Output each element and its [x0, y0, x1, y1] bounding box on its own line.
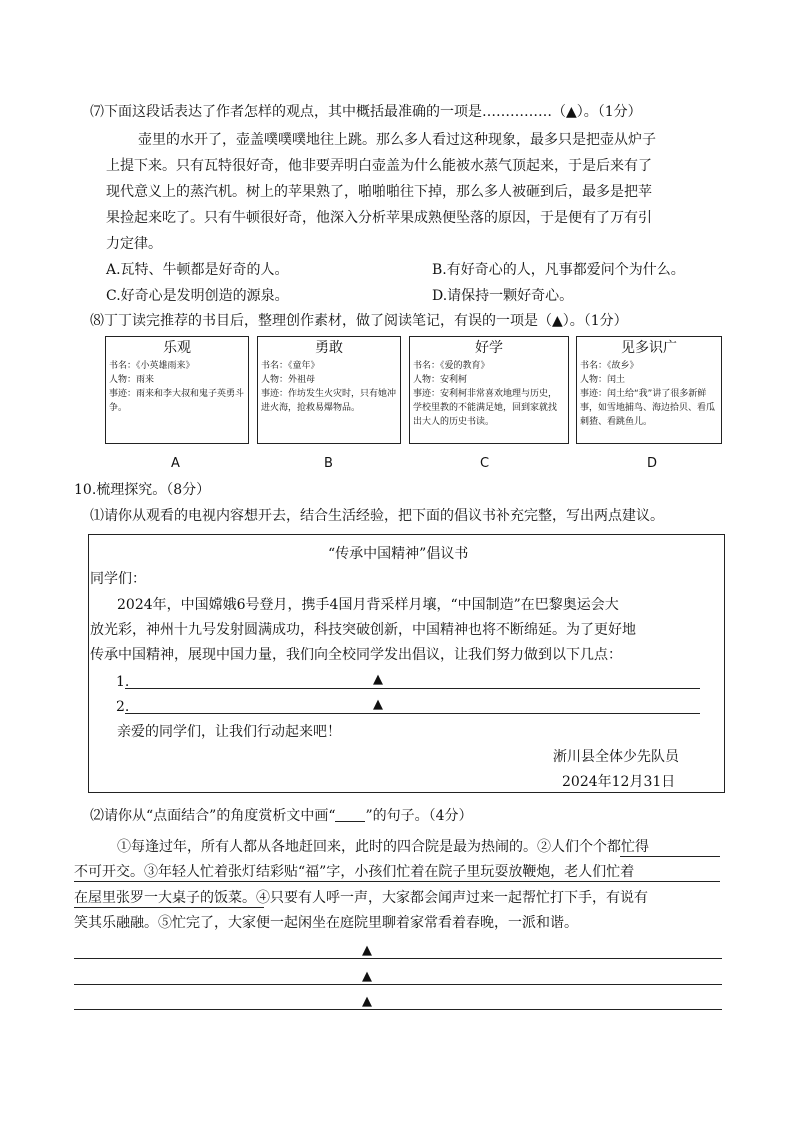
- q10-answer-line-1[interactable]: [74, 958, 722, 959]
- q10-sub2-prefix: ⑵请你从“点面结合”的角度赏析文中画“: [90, 808, 336, 824]
- q10-sub1: ⑴请你从观看的电视内容想开去，结合生活经验，把下面的倡议书补充完整，写出两点建议。: [90, 508, 664, 524]
- q8-card-title: 好学: [475, 340, 503, 356]
- q8-card-deed: 事迹：闰土给“我”讲了很多新鲜事，如雪地捕鸟、海边拾贝、看瓜刺猹、看跳鱼儿。: [580, 389, 716, 427]
- q8-stem: ⑻丁丁读完推荐的书目后，整理创作素材，做了阅读笔记，有误的一项是（▲）。（1分）: [90, 313, 628, 329]
- proposal-signature: 淅川县全体少先队员: [553, 749, 679, 765]
- q8-card-b[interactable]: [257, 336, 401, 444]
- q8-card-book: 书名：《小英雄雨来》: [109, 361, 195, 371]
- q8-card-person: 人物：安利柯: [413, 375, 468, 385]
- q7-option-b[interactable]: B.有好奇心的人，凡事都爱问个为什么。: [432, 262, 685, 278]
- q8-card-title: 见多识广: [621, 340, 677, 356]
- q10-answer-line-3[interactable]: [74, 1009, 722, 1010]
- q8-card-person: 人物：闰土: [580, 375, 626, 385]
- q8-letter-a: A: [171, 456, 180, 471]
- q7-stem: ⑺下面这段话表达了作者怎样的观点，其中概括最准确的一项是……………（▲）。（1分）: [90, 104, 642, 120]
- q8-letter-c: C: [480, 456, 490, 471]
- q10-sentence-underline: [74, 881, 720, 882]
- q7-passage-line-5: 力定律。: [106, 236, 162, 252]
- q10-sentence-underline: [620, 856, 720, 857]
- q8-card-deed: 事迹：安利柯非常喜欢地理与历史，学校里教的不能满足她，回到家就找出大人的历史书读。: [413, 389, 558, 427]
- q10-passage-line-3: 在屋里张罗一大桌子的饭菜。④只要有人呼一声，大家都会闻声过来一起帮忙打下手，有说有: [74, 890, 648, 906]
- proposal-body-line-3: 传承中国精神，展现中国力量，我们向全校同学发出倡议，让我们努力做到以下几点：: [90, 647, 622, 663]
- q8-card-c[interactable]: [409, 336, 569, 444]
- proposal-body-line-2: 放光彩，神州十九号发射圆满成功，科技突破创新，中国精神也将不断绵延。为了更好地: [90, 622, 636, 638]
- triangle-icon: ▲: [373, 697, 383, 712]
- triangle-icon: ▲: [362, 994, 372, 1009]
- triangle-icon: ▲: [362, 969, 372, 984]
- triangle-icon: ▲: [362, 943, 372, 958]
- proposal-date: 2024年12月31日: [562, 774, 676, 790]
- q8-card-book: 书名：《故乡》: [580, 361, 639, 371]
- q7-option-d[interactable]: D.请保持一颗好奇心。: [432, 288, 574, 304]
- proposal-title: “传承中国精神”倡议书: [328, 546, 469, 562]
- q7-passage-line-1: 壶里的水开了，壶盖噗噗噗地往上跳。那么多人看过这种现象，最多只是把壶从炉子: [138, 132, 656, 148]
- q10-answer-line-2[interactable]: [74, 984, 722, 985]
- q8-card-a[interactable]: [105, 336, 249, 444]
- q10-heading: 10.梳理探究。（8分）: [74, 482, 211, 498]
- q7-passage-line-2: 上提下来。只有瓦特很好奇，他非要弄明白壶盖为什么能被水蒸气顶起来，于是后来有了: [106, 158, 652, 174]
- q10-sub2-suffix: ”的句子。（4分）: [365, 808, 473, 824]
- q8-card-d[interactable]: [576, 336, 722, 444]
- proposal-closing: 亲爱的同学们，让我们行动起来吧！: [117, 724, 341, 740]
- q7-option-a[interactable]: A.瓦特、牛顿都是好奇的人。: [106, 262, 289, 278]
- proposal-item-1-label: 1.: [116, 674, 130, 690]
- q8-letter-b: B: [324, 456, 333, 471]
- q10-passage-line-4: 笑其乐融融。⑤忙完了，大家便一起闲坐在庭院里聊着家常看着春晚，一派和谐。: [74, 915, 578, 931]
- q10-passage-line-1: [117, 838, 649, 856]
- q8-card-person: 人物：外祖母: [261, 375, 316, 385]
- q10-sentence-underline: [74, 907, 264, 908]
- q10-sub2-blank: [335, 809, 365, 822]
- q8-card-title: 勇敢: [315, 340, 343, 356]
- q8-card-deed: 事迹：作坊发生火灾时，只有她冲进火海，抢救易爆物品。: [261, 389, 397, 413]
- q7-passage-line-4: 果捡起来吃了。只有牛顿很好奇，他深入分析苹果成熟便坠落的原因，于是便有了万有引: [106, 210, 652, 226]
- q7-passage-line-3: 现代意义上的蒸汽机。树上的苹果熟了，啪啪啪往下掉，那么多人被砸到后，最多是把苹: [106, 184, 652, 200]
- q8-letter-d: D: [647, 456, 658, 471]
- proposal-item-2-label: 2.: [116, 699, 130, 715]
- q7-option-c[interactable]: C.好奇心是发明创造的源泉。: [106, 288, 289, 304]
- proposal-item-2-answer-line[interactable]: [125, 713, 700, 714]
- q10-passage-line-2: 不可开交。③年轻人忙着张灯结彩贴“福”字，小孩们忙着在院子里玩耍放鞭炮，老人们忙着: [74, 864, 635, 880]
- q8-card-book: 书名：《童年》: [261, 361, 320, 371]
- q8-card-person: 人物：雨来: [109, 375, 155, 385]
- triangle-icon: ▲: [373, 672, 383, 687]
- proposal-body-line-1: 2024年，中国嫦娥6号登月，携手4国月背采样月壤，“中国制造”在巴黎奥运会大: [117, 597, 619, 613]
- q8-card-deed: 事迹：雨来和李大叔和鬼子英勇斗争。: [109, 389, 245, 413]
- proposal-greeting: 同学们：: [90, 571, 146, 587]
- q10-passage-line-1-text: ①每逢过年，所有人都从各地赶回来，此时的四合院是最为热闹的。②人们个个都忙得: [117, 839, 649, 855]
- q8-card-book: 书名：《爱的教育》: [413, 361, 490, 371]
- proposal-item-1-answer-line[interactable]: [125, 688, 700, 689]
- q8-card-title: 乐观: [163, 340, 191, 356]
- q10-sub2: [90, 807, 473, 825]
